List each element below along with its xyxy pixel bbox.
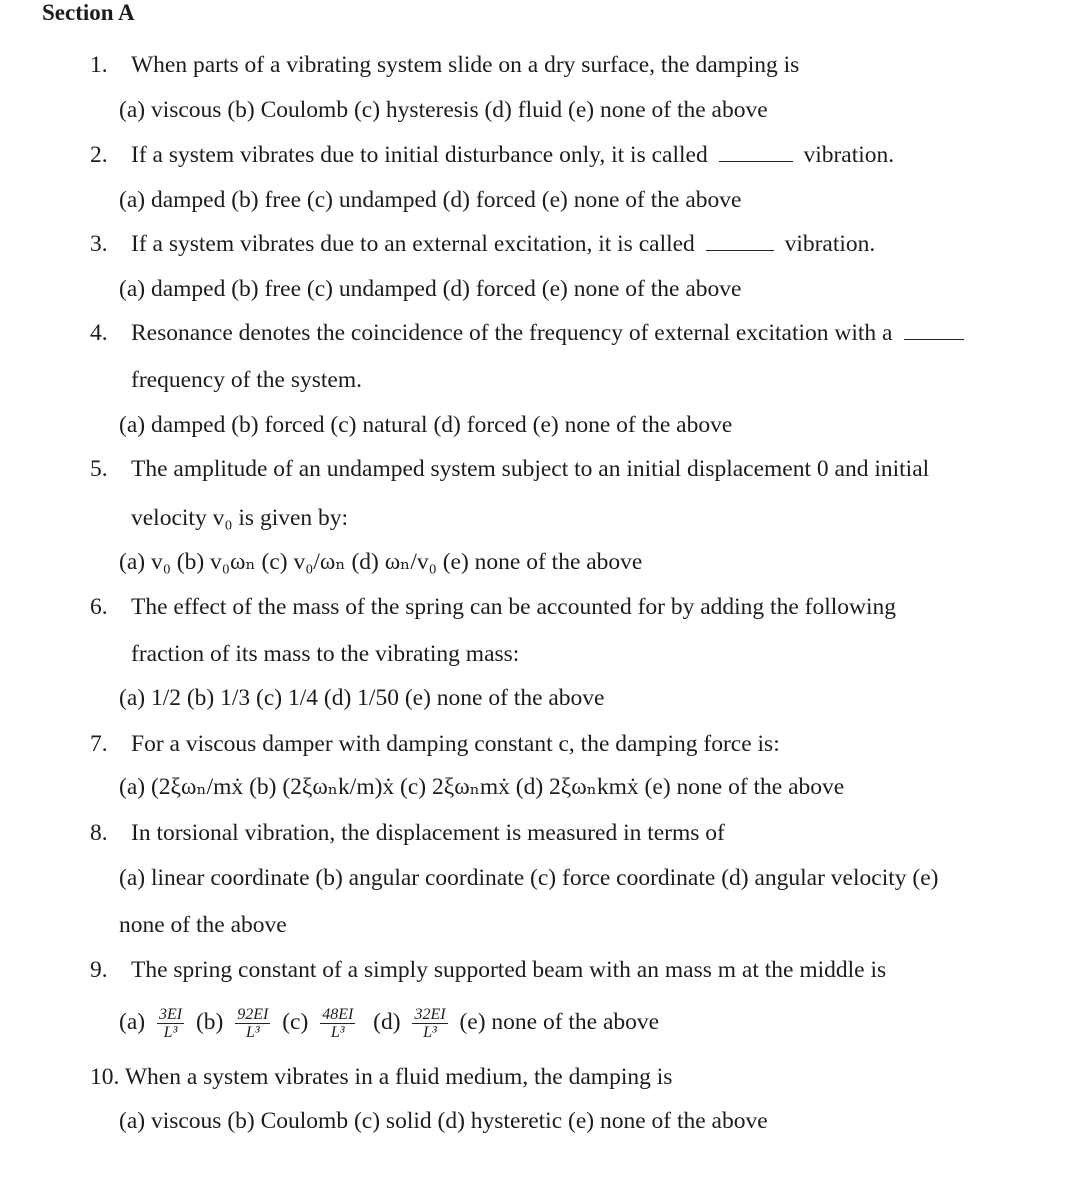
question-number: 5. — [90, 456, 108, 482]
question-10-options: (a) viscous (b) Coulomb (c) solid (d) hysteretic (e) none of the above — [119, 1108, 768, 1134]
question-9 — [90, 955, 887, 985]
section-title: Section A — [42, 0, 135, 25]
question-number: 6. — [90, 594, 108, 620]
question-number: 10. — [90, 1064, 120, 1090]
question-5-continued: velocity v₀ is given by: — [131, 505, 349, 531]
question-text-after: vibration. — [784, 231, 876, 257]
fraction-option-a: $\frac{3EI}{\text{L³}}$ — [158, 1006, 183, 1042]
question-4-continued: frequency of the system. — [131, 367, 363, 393]
question-6 — [90, 592, 897, 622]
question-6-options: (a) 1/2 (b) 1/3 (c) 1/4 (d) 1/50 (e) none of the above — [119, 685, 605, 711]
question-3-options: (a) damped (b) free (c) undamped (d) forced (e) none of the above — [119, 276, 742, 302]
option-c-label: (c) — [282, 1009, 309, 1035]
fraction-option-b: $\frac{92EI}{\text{L³}}$ — [237, 1006, 269, 1042]
question-number: 4. — [90, 320, 108, 346]
question-text: The effect of the mass of the spring can be accounted for by adding the following — [131, 594, 897, 620]
option-a-label: (a) — [119, 1009, 146, 1035]
option-b-label: (b) — [195, 1009, 224, 1035]
answer-blank — [719, 141, 793, 162]
question-8 — [90, 818, 725, 848]
question-2 — [90, 140, 895, 170]
question-2-options: (a) damped (b) free (c) undamped (d) forced (e) none of the above — [119, 187, 742, 213]
question-8-options-continued: none of the above — [119, 912, 287, 938]
question-text: In torsional vibration, the displacement is measured in terms of — [131, 820, 725, 846]
question-4 — [90, 318, 964, 348]
question-text: The spring constant of a simply supported beam with an mass m at the middle is — [131, 957, 887, 983]
question-3 — [90, 229, 876, 259]
question-text-after: vibration. — [803, 142, 895, 168]
question-text: If a system vibrates due to an external excitation, it is called — [131, 231, 695, 257]
fraction-option-c: $\frac{48EI}{\text{L³}}$ — [322, 1006, 354, 1042]
option-d-label: (d) — [373, 1009, 401, 1035]
question-text: When parts of a vibrating system slide on a dry surface, the damping is — [131, 52, 800, 78]
question-text: Resonance denotes the coincidence of the frequency of external excitation with a — [131, 320, 893, 346]
question-7 — [90, 729, 780, 759]
question-text: If a system vibrates due to initial disturbance only, it is called — [131, 142, 708, 168]
question-text: The amplitude of an undamped system subject to an initial displacement 0 and initial — [131, 456, 930, 482]
bleed-through-text — [520, 6, 525, 29]
question-5 — [90, 454, 930, 484]
question-number: 2. — [90, 142, 108, 168]
question-4-options: (a) damped (b) forced (c) natural (d) forced (e) none of the above — [119, 412, 733, 438]
option-e-text: (e) none of the above — [459, 1009, 660, 1035]
question-number: 7. — [90, 731, 108, 757]
question-number: 8. — [90, 820, 108, 846]
fraction-option-d: $\frac{32EI}{\text{L³}}$ — [414, 1006, 446, 1042]
question-1-options: (a) viscous (b) Coulomb (c) hysteresis (d) fluid (e) none of the above — [119, 97, 768, 123]
question-9-options — [119, 1002, 659, 1042]
question-text: When a system vibrates in a fluid medium, the damping is — [124, 1064, 673, 1090]
question-number: 3. — [90, 231, 108, 257]
question-number: 1. — [90, 52, 108, 78]
question-8-options: (a) linear coordinate (b) angular coordinate (c) force coordinate (d) angular velocity (e) — [119, 865, 939, 891]
question-text: For a viscous damper with damping constant c, the damping force is: — [131, 731, 780, 757]
question-5-options: (a) v₀ (b) v₀ωₙ (c) v₀/ωₙ (d) ωₙ/v₀ (e) none of the above — [119, 549, 643, 575]
question-1 — [90, 50, 800, 80]
answer-blank — [904, 319, 964, 340]
question-6-continued: fraction of its mass to the vibrating mass: — [131, 641, 520, 667]
question-10 — [90, 1062, 672, 1092]
question-number: 9. — [90, 957, 108, 983]
answer-blank — [706, 230, 774, 251]
question-7-options: (a) (2ξωₙ/mẋ (b) (2ξωₙk/m)ẋ (c) 2ξωₙmẋ (d) 2ξωₙkmẋ (e) none of the above — [119, 774, 845, 800]
